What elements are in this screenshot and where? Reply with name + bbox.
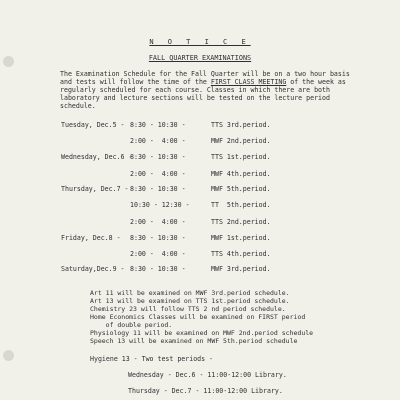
hygiene-line: Thursday - Dec.7 - 11:00-12:00 Library.: [128, 387, 283, 395]
schedule-time: 2:00 - 4:00 -: [130, 137, 186, 145]
schedule-time: 8:30 - 10:30 -: [130, 153, 186, 161]
schedule-time: 2:00 - 4:00 -: [130, 218, 186, 226]
schedule-time: 10:30 - 12:30 -: [130, 201, 190, 209]
schedule-day: Tuesday, Dec.5 -: [61, 121, 125, 129]
note-line: Art 11 will be examined on MWF 3rd.period schedule.: [90, 289, 290, 297]
schedule-class: TTS 1st.period.: [211, 153, 271, 161]
schedule-time: 2:00 - 4:00 -: [130, 170, 186, 178]
note-line: of double period.: [90, 321, 173, 329]
hygiene-line: Wednesday - Dec.6 - 11:00-12:00 Library.: [128, 371, 287, 379]
schedule-day: Thursday, Dec.7 -: [61, 185, 129, 193]
schedule-day: Wednesday, Dec.6 -: [61, 153, 133, 161]
punch-hole: [3, 350, 14, 361]
schedule-day: Saturday,Dec.9 -: [61, 265, 125, 273]
note-line: Chemistry 23 will follow TTS 2 nd period schedule.: [90, 305, 286, 313]
notice-title: N O T I C E: [149, 38, 251, 46]
intro-text-1: The Examination Schedule for the Fall Quarter will be on a two hour basis and tests will follow the time of the: [60, 70, 350, 87]
schedule-class: TTS 3rd.period.: [211, 121, 271, 129]
intro-text-2: of the week as regularly scheduled for each course. Classes in which there are both laboratory and lecture sections will be tested on the lecture period schedule.: [60, 78, 346, 111]
note-line: Art 13 will be examined on TTS 1st.period schedule.: [90, 297, 290, 305]
note-line: Home Economics Classes will be examined on FIRST period: [90, 313, 306, 321]
schedule-day: Friday, Dec.8 -: [61, 234, 121, 242]
intro-emphasis: FIRST CLASS MEETING: [210, 78, 287, 87]
schedule-time: 8:30 - 10:30 -: [130, 234, 186, 242]
schedule-class: TT 5th.period.: [211, 201, 271, 209]
note-line: Physiology 11 will be examined on MWF 2nd.period schedule: [90, 329, 314, 337]
schedule-time: 8:30 - 10:30 -: [130, 121, 186, 129]
schedule-class: TTS 2nd.period.: [211, 218, 271, 226]
schedule-class: TTS 4th.period.: [211, 250, 271, 258]
note-line: Speech 13 will be examined on MWF 5th.period schedule: [90, 337, 298, 345]
schedule-time: 2:00 - 4:00 -: [130, 250, 186, 258]
schedule-class: MWF 1st.period.: [211, 234, 271, 242]
hygiene-heading: Hygiene 13 - Two test periods -: [90, 355, 214, 363]
schedule-time: 8:30 - 10:30 -: [130, 265, 186, 273]
notice-subtitle: FALL QUARTER EXAMINATIONS: [148, 54, 252, 62]
schedule-class: MWF 4th.period.: [211, 170, 271, 178]
schedule-class: MWF 2nd.period.: [211, 137, 271, 145]
schedule-class: MWF 3rd.period.: [211, 265, 271, 273]
schedule-class: MWF 5th.period.: [211, 185, 271, 193]
schedule-time: 8:30 - 10:30 -: [130, 185, 186, 193]
intro-paragraph: [60, 70, 350, 110]
